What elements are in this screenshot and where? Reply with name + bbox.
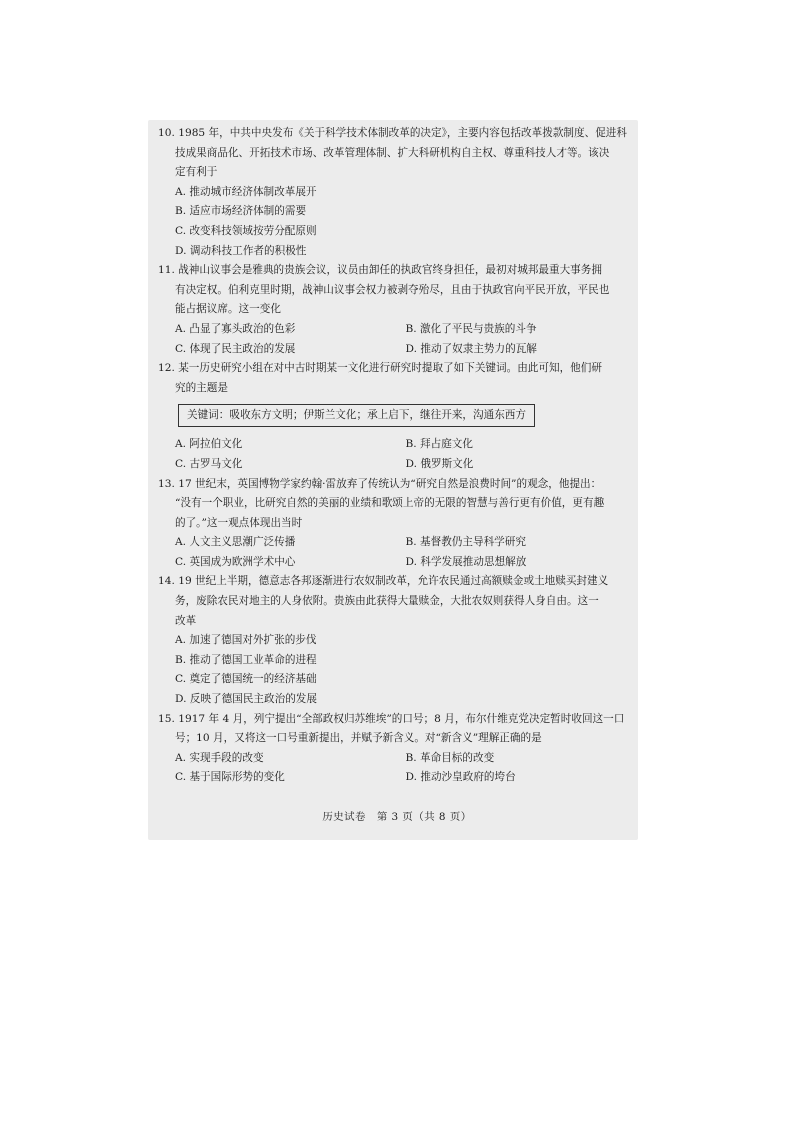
option-c[interactable]: C. 古罗马文化 [175,457,243,470]
option-a[interactable]: A. 凸显了寡头政治的色彩 [175,322,296,335]
option-a[interactable]: A. 人文主义思潮广泛传播 [175,536,296,549]
option-d[interactable]: D. 调动科技工作者的积极性 [175,244,307,257]
question-stem-line: 12. 某一历史研究小组在对中古时期某一文化进行研究时提取了如下关键词。由此可知，他们研 [158,362,602,375]
option-row [158,340,636,360]
question-14 [158,572,636,709]
question-11 [158,261,636,359]
option-row [158,533,636,553]
option-row [158,749,636,769]
question-stem-line: 改革 [175,614,197,627]
option-b[interactable]: B. 激化了平民与贵族的斗争 [405,322,537,335]
question-12 [158,359,636,474]
exam-questions [158,124,636,788]
option-c[interactable]: C. 体现了民主政治的发展 [175,342,296,355]
question-stem-line: 的了。”这一观点体现出当时 [175,516,303,529]
question-stem-line: 11. 战神山议事会是雅典的贵族会议，议员由卸任的执政官终身担任，最初对城邦最重大事务拥 [158,264,602,277]
option-a[interactable]: A. 阿拉伯文化 [175,438,243,451]
question-stem-line: “没有一个职业，比研究自然的美丽的业绩和歌颂上帝的无限的智慧与善行更有价值，更有趣 [175,497,605,510]
option-b[interactable]: B. 推动了德国工业革命的进程 [175,653,317,666]
option-b[interactable]: B. 基督教仍主导科学研究 [405,536,526,549]
question-stem-line: 13. 17 世纪末，英国博物学家约翰·雷放弃了传统认为“研究自然是浪费时间”的观念，他提出： [158,477,602,490]
option-b[interactable]: B. 拜占庭文化 [405,438,473,451]
question-stem-line: 定有利于 [175,166,218,179]
question-stem-line: 究的主题是 [175,381,228,394]
question-stem-line: 务，废除农民对地主的人身依附。贵族由此获得大量赎金，大批农奴则获得人身自由。这一 [175,595,599,608]
option-d[interactable]: D. 俄罗斯文化 [405,457,474,470]
question-stem-line: 15. 1917 年 4 月，列宁提出“全部政权归苏维埃”的口号；8 月，布尔什维克党决定暂时收回这一口 [158,712,625,725]
option-b[interactable]: B. 适应市场经济体制的需要 [175,205,307,218]
option-a[interactable]: A. 推动城市经济体制改革展开 [175,185,317,198]
question-stem-line: 号；10 月，又将这一口号重新提出，并赋予新含义。对“新含义”理解正确的是 [175,732,542,745]
question-stem-line: 14. 19 世纪上半期，德意志各邦逐渐进行农奴制改革，允许农民通过高额赎金或土地赎买封建义 [158,575,609,588]
option-d[interactable]: D. 反映了德国民主政治的发展 [175,693,317,706]
option-c[interactable]: C. 英国成为欧洲学术中心 [175,555,296,568]
option-c[interactable]: C. 奠定了德国统一的经济基础 [175,673,317,686]
option-c[interactable]: C. 改变科技领域按劳分配原则 [175,224,317,237]
question-stem-line: 能占据议席。这一变化 [175,303,281,316]
option-row [158,320,636,340]
question-stem-line: 有决定权。伯利克里时期，战神山议事会权力被剥夺殆尽，且由于执政官向平民开放，平民也 [175,283,610,296]
question-10 [158,124,636,261]
question-13 [158,475,636,573]
question-stem-line: 技成果商品化、开拓技术市场、改革管理体制、扩大科研机构自主权、尊重科技人才等。该决 [175,146,610,159]
option-row [158,455,636,475]
option-a[interactable]: A. 实现手段的改变 [175,751,264,764]
option-row [158,553,636,573]
option-c[interactable]: C. 基于国际形势的变化 [175,771,285,784]
question-stem-line: 10. 1985 年，中共中央发布《关于科学技术体制改革的决定》，主要内容包括改革拨款制度、促进科 [158,127,627,139]
option-row [158,435,636,455]
option-b[interactable]: B. 革命目标的改变 [405,751,495,764]
page-footer: 历史试卷 第 3 页（共 8 页） [322,811,472,823]
keywords-box: 关键词：吸收东方文明；伊斯兰文化；承上启下，继往开来，沟通东西方 [178,404,535,427]
option-a[interactable]: A. 加速了德国对外扩张的步伐 [175,634,317,647]
option-d[interactable]: D. 科学发展推动思想解放 [405,555,527,568]
option-row [158,768,636,788]
option-d[interactable]: D. 推动沙皇政府的垮台 [405,771,516,784]
question-15 [158,710,636,788]
option-d[interactable]: D. 推动了奴隶主势力的瓦解 [405,342,537,355]
